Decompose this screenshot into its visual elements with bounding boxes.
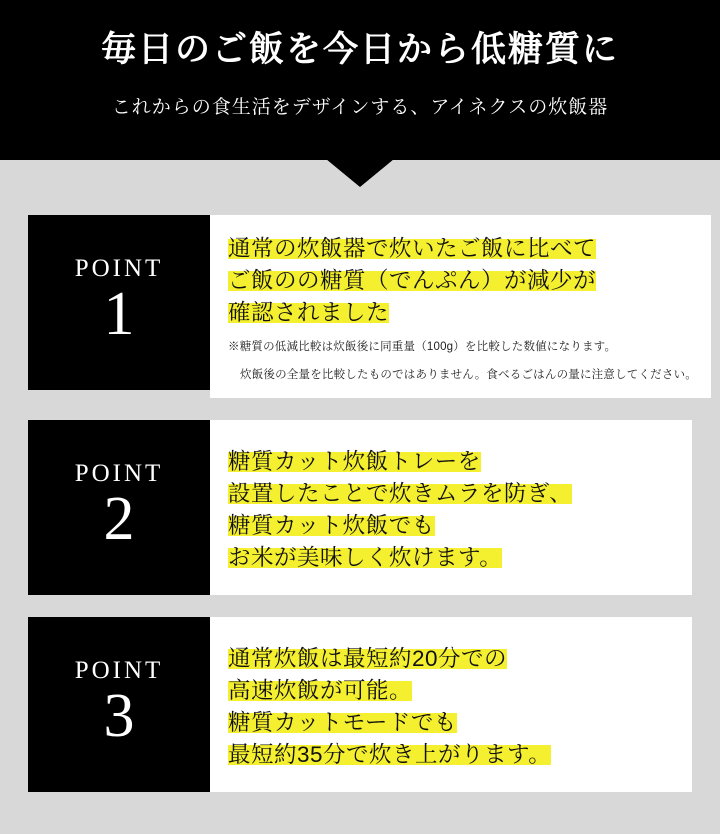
point-text-line	[228, 233, 697, 265]
point-number: 2	[103, 485, 135, 554]
highlighted-text: お米が美味しく炊けます。	[228, 544, 503, 570]
point-label: POINT	[74, 255, 164, 282]
point-note: 炊飯後の全量を比較したものではありません。食べるごはんの量に注意してください。	[240, 368, 697, 381]
highlighted-text: 通常炊飯は最短約20分での	[228, 646, 508, 672]
highlighted-text: 最短約35分で炊き上がります。	[228, 741, 552, 767]
point-text-line	[228, 265, 697, 297]
point-label: POINT	[74, 657, 164, 685]
point-body	[210, 420, 692, 595]
highlighted-text: 糖質カット炊飯トレーを	[228, 449, 481, 475]
point-item	[28, 215, 697, 398]
highlighted-text: 設置したことで炊きムラを防ぎ、	[228, 481, 573, 506]
point-badge	[28, 617, 210, 792]
point-text-line	[228, 297, 697, 329]
point-text-line	[228, 739, 678, 771]
point-text-line	[228, 643, 678, 675]
page-subtitle: これからの食生活をデザインする、アイネクスの炊飯器	[111, 96, 609, 118]
page-title: 毎日のご飯を今日から低糖質に	[100, 30, 619, 69]
point-body	[210, 215, 711, 398]
point-text-line	[228, 478, 678, 510]
point-item	[28, 420, 692, 595]
highlighted-text: 糖質カットモードでも	[228, 709, 457, 735]
highlighted-text: 通常の炊飯器で炊いたご飯に比べて	[228, 236, 597, 261]
point-number: 1	[103, 280, 135, 348]
point-text-line	[228, 707, 678, 739]
highlighted-text: 確認されました	[228, 299, 390, 325]
point-badge	[28, 215, 210, 390]
highlighted-text: ご飯のの糖質（でんぷん）が減少が	[228, 267, 597, 293]
point-badge	[28, 420, 210, 595]
point-text-line	[228, 510, 678, 542]
point-number: 3	[103, 682, 135, 751]
point-text-line	[228, 542, 678, 574]
point-item	[28, 617, 692, 792]
point-body	[210, 617, 692, 792]
point-text-line	[228, 675, 678, 707]
down-arrow-icon	[326, 159, 394, 187]
point-note: ※糖質の低減比較は炊飯後に同重量（100g）を比較した数値になります。	[228, 340, 617, 353]
points-list	[0, 160, 720, 834]
highlighted-text: 糖質カット炊飯でも	[228, 512, 435, 538]
point-label: POINT	[74, 460, 164, 488]
highlighted-text: 高速炊飯が可能。	[228, 678, 413, 703]
point-text-line	[228, 446, 678, 478]
header-banner	[0, 0, 720, 160]
